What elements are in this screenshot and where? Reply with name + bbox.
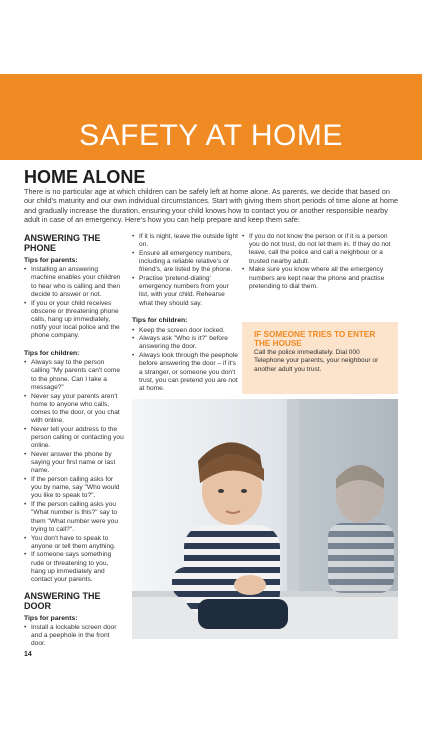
section-heading-phone: ANSWERING THE PHONE	[24, 233, 101, 253]
column-left	[24, 233, 124, 649]
list-item: • If the person calling asks for you by name, say "Who would you like to speak to?".	[24, 476, 124, 501]
door-parents-list	[24, 624, 124, 649]
callout-body: Call the police immediately. Dial 000 Telephone your parents, your neighbour or another adult you trust.	[254, 349, 379, 373]
tips-children-label: Tips for children:	[132, 317, 188, 325]
list-item: • Always ask "Who is it?" before answering the door.	[132, 335, 238, 351]
tips-parents-label: Tips for parents:	[24, 614, 78, 622]
list-item: • Never say your parents aren't home to anyone who calls, comes to the door, or you chat with online.	[24, 393, 124, 426]
list-item: • Always say to the person calling "My parents can't come to the phone. Can I take a message?"	[24, 359, 124, 392]
article-title: HOME ALONE	[24, 167, 146, 187]
callout-box	[242, 322, 398, 394]
list-item: • Keep the screen door locked.	[132, 327, 238, 335]
list-item: • Always look through the peephole before answering the door – if it's a stranger, or someone you don't trust, you can pretend you are not at home.	[132, 352, 238, 393]
list-item: • If you or your child receives obscene or threatening phone calls, hang up immediately, notify your local police and the phone company.	[24, 300, 124, 341]
column-right	[242, 233, 394, 291]
page-number: 14	[24, 651, 32, 658]
list-item: • If it is night, leave the outside light on.	[132, 233, 238, 249]
column-middle	[132, 233, 238, 394]
section-heading-door: ANSWERING THE DOOR	[24, 590, 101, 611]
list-item: • If someone says something rude or threatening to you, hang up immediately and contact your parents.	[24, 551, 124, 584]
list-item: • If the person calling asks you "What number is this?" say to them "What number were you trying to call?".	[24, 501, 124, 534]
list-item: • Practise 'pretend-dialing' emergency numbers from your list, with your child. Rehearse what they should say.	[132, 275, 238, 308]
header-banner	[0, 74, 422, 160]
photo-boy-at-window	[132, 399, 398, 639]
list-item: • Never answer the phone by saying your first name or last name.	[24, 451, 124, 476]
phone-parents-list	[24, 266, 124, 340]
list-item: • Install a lockable screen door and a peephole in the front door.	[24, 624, 124, 649]
list-item: • Installing an answering machine enables your children to hear who is calling and then decide to answer or not.	[24, 266, 124, 299]
banner-title: SAFETY AT HOME	[79, 119, 343, 152]
phone-children-list	[24, 359, 124, 584]
list-item: • Make sure you know where all the emergency numbers are kept near the phone and practise pretending to dial them.	[242, 266, 394, 291]
door-children-list-continued	[242, 233, 394, 291]
door-children-list	[132, 327, 238, 394]
callout-title: IF SOMEONE TRIES TO ENTER THE HOUSE	[254, 330, 376, 348]
list-item: • If you do not know the person or if it is a person you do not trust, do not let them in. If they do not leave, call the police and call a neighbour or a trusted nearby adult.	[242, 233, 394, 266]
article-intro: There is no particular age at which children can be safely left at home alone. As parents, we decide that based on our child's maturity and our own individual circumstances. Start with giving them short periods of time alone at home and gradually increase the duration, ensuring your child knows how to contact you or another responsible nearby adult in case of an emergency. Here's how you can help prepare and keep them safe:	[24, 187, 399, 225]
door-parents-list-continued	[132, 233, 238, 308]
list-item: • Never tell your address to the person calling or contacting you online.	[24, 426, 124, 451]
tips-children-label: Tips for children:	[24, 350, 80, 358]
list-item: • Ensure all emergency numbers, including a reliable relative's or friend's, are listed by the phone.	[132, 250, 238, 275]
tips-parents-label: Tips for parents:	[24, 257, 78, 264]
list-item: • You don't have to speak to anyone or tell them anything.	[24, 535, 124, 551]
